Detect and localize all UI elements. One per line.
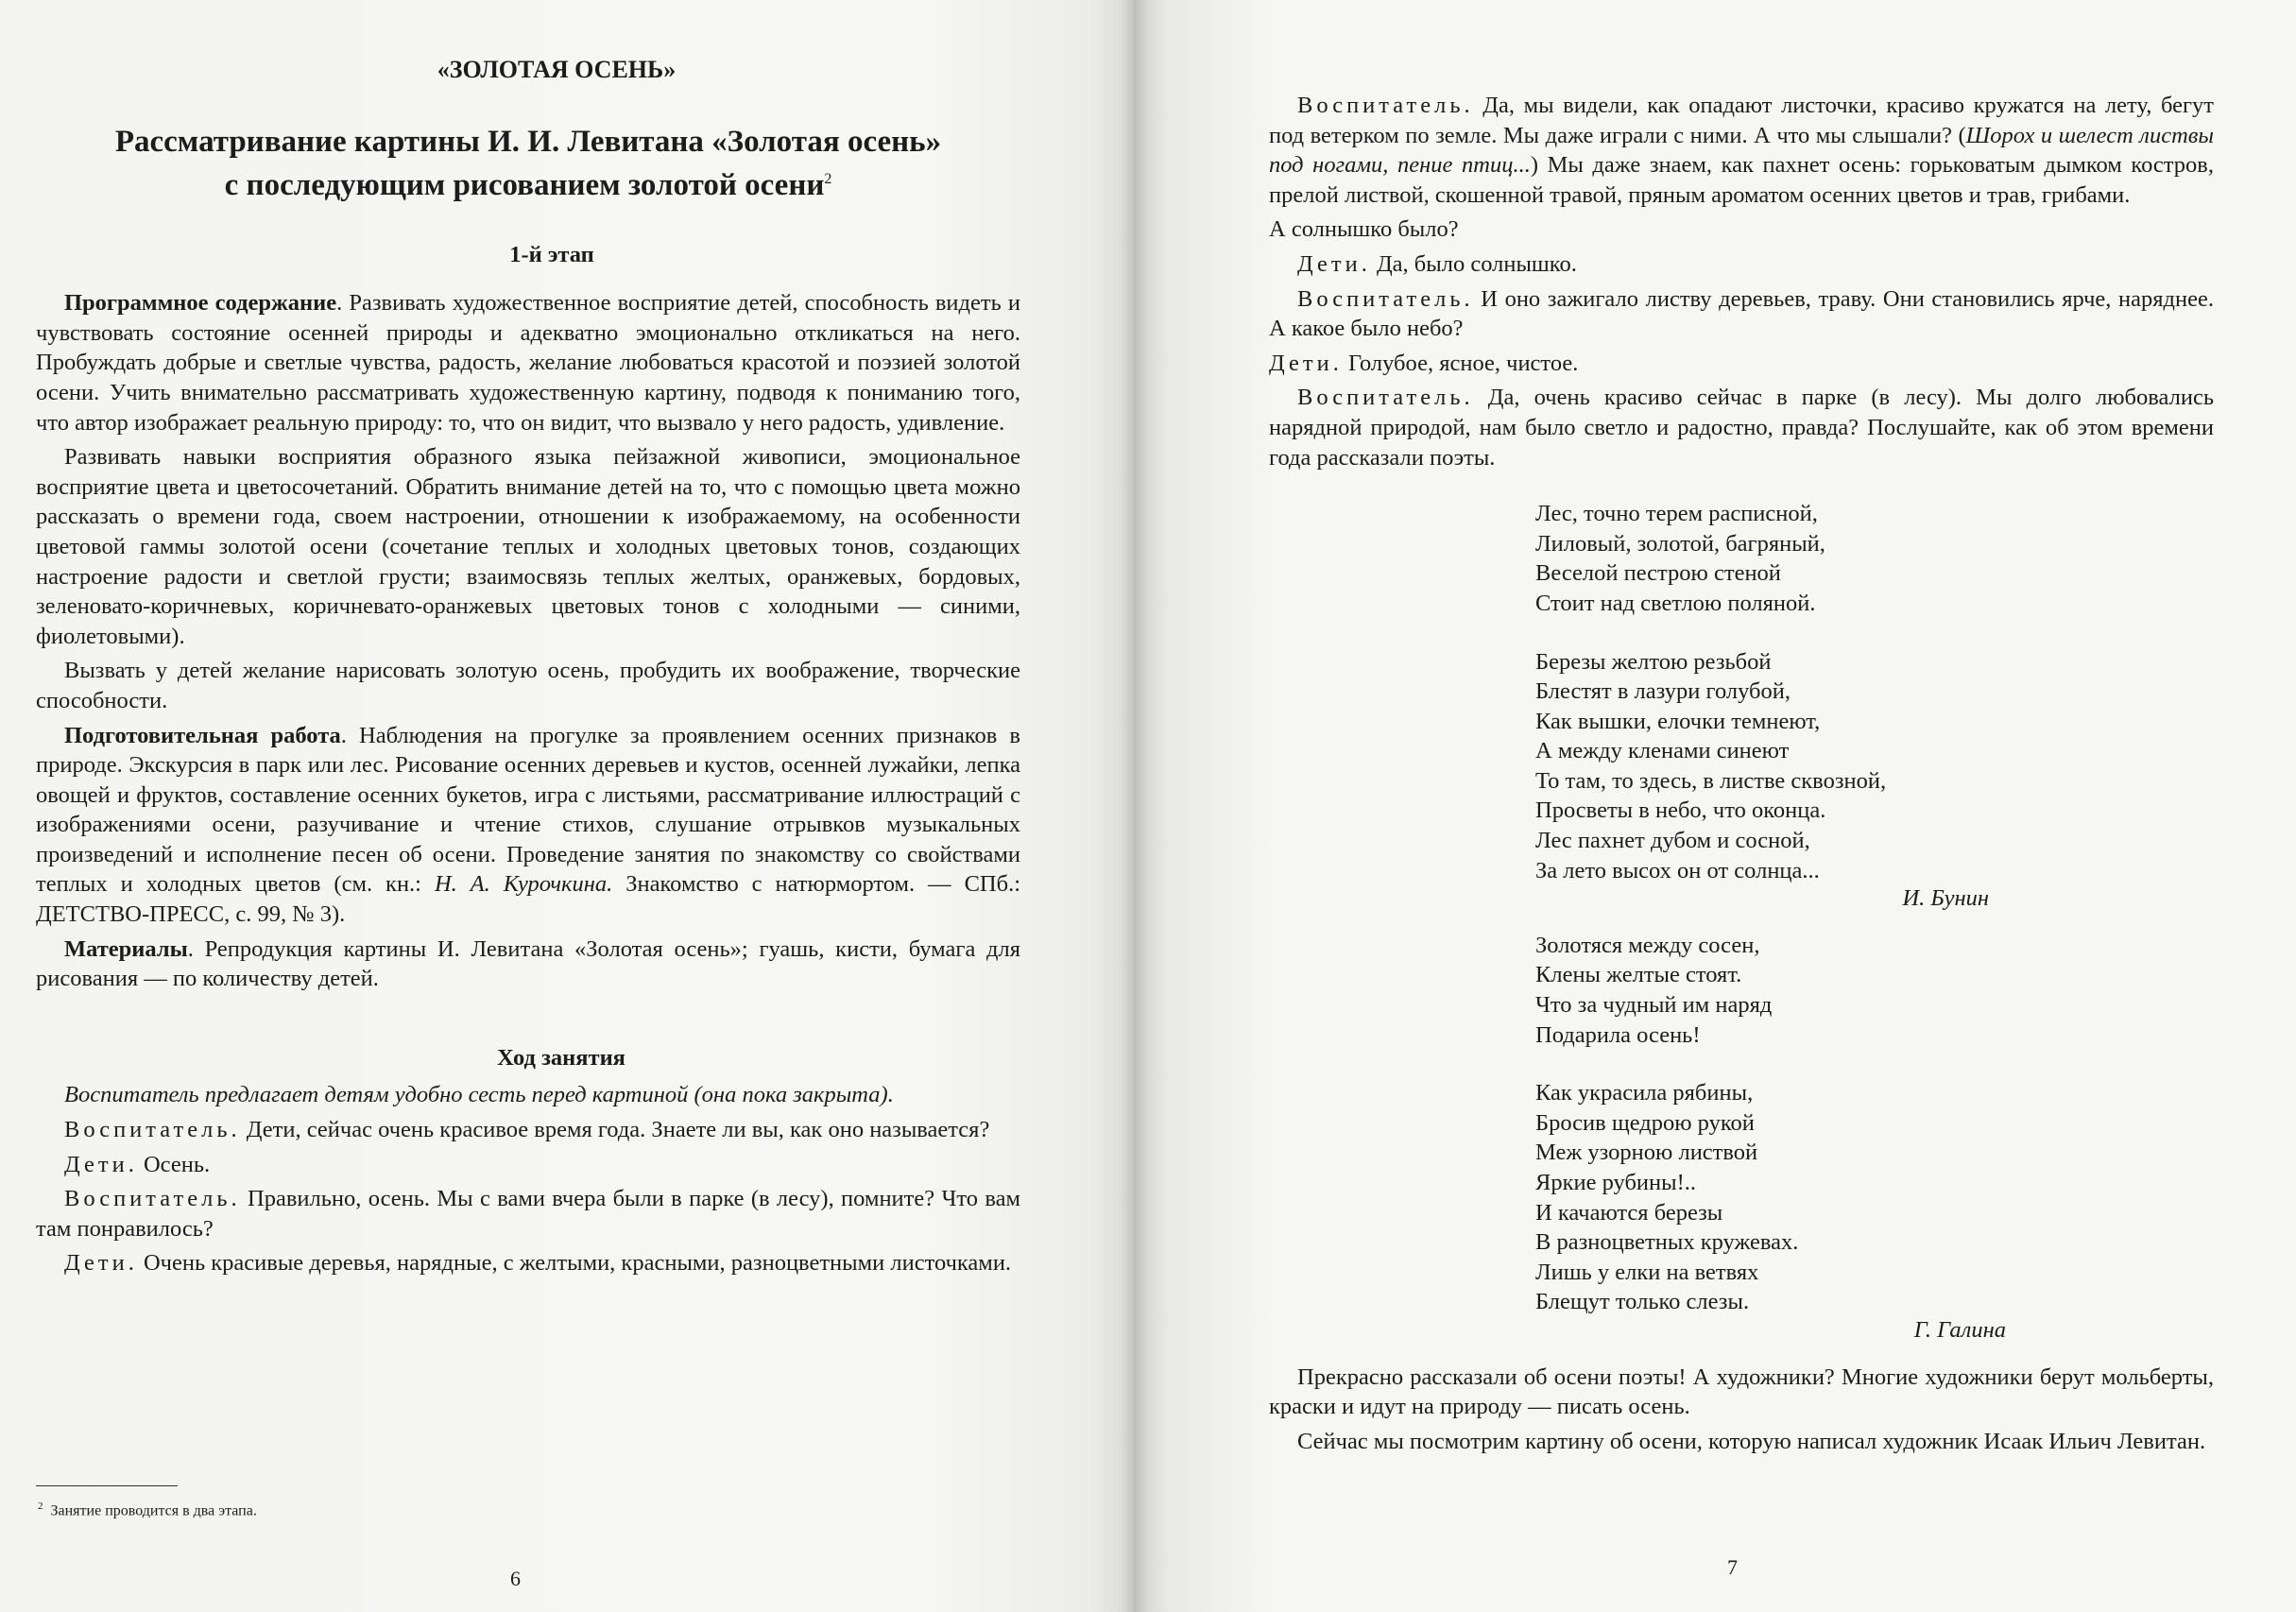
speaker-teacher: Воспитатель. bbox=[64, 1186, 241, 1212]
poem-line: То там, то здесь, в листве сквозной, bbox=[1535, 767, 1887, 794]
dialogue-line-9 bbox=[1269, 349, 2214, 379]
preparation-paragraph bbox=[36, 721, 1020, 930]
poem-line: Веселой пестрою стеной bbox=[1535, 560, 1781, 587]
preparation-text: . Наблюдения на прогулке за проявлением осенних признаков в природе. Экскурсия в парк или лес. Рисование осенних деревьев и кустов, осенней лужайки, лепка овощей и фруктов, составление осенних букетов, игра с листьями, рассматривание иллюстраций с изображениями осени, разучивание и чтение стихов, слушание отрывков музыкальных произведений и исполнение песен об осени. Проведение занятия по знакомству со свойствами теплых и холодных цветов (см. кн.: bbox=[36, 722, 1020, 898]
program-content-paragraph bbox=[36, 288, 1020, 437]
desire-paragraph: Вызвать у детей желание нарисовать золотую осень, пробудить их воображение, творческие способности. bbox=[36, 658, 1020, 713]
dialogue-text: Очень красивые деревья, нарядные, с желтыми, красными, разноцветными листочками. bbox=[137, 1250, 1012, 1277]
dialogue-text: Осень. bbox=[137, 1151, 211, 1177]
poem-line: И качаются березы bbox=[1535, 1199, 1723, 1226]
poem-line: Что за чудный им наряд bbox=[1535, 992, 1773, 1019]
poem-line: Клены желтые стоят. bbox=[1535, 962, 1742, 988]
skills-paragraph: Развивать навыки восприятия образного языка пейзажной живописи, эмоциональное восприятие цвета и цветосочетаний. Обратить внимание детей на то, что с помощью цвета можно рассказать о времени года, своем настроении, отношении к изображаемому, на особенности цветовой гаммы золотой осени (сочетание теплых и холодных цветовых тонов, создающих настроение радости и светлой грусти; взаимосвязь теплых желтых, оранжевых, бордовых, зеленовато-коричневых, коричневато-оранжевых цветовых тонов с холодными — синими, фиолетовыми). bbox=[36, 444, 1020, 649]
poem-line: Лес пахнет дубом и сосной, bbox=[1535, 828, 1810, 854]
poem-line: Стоит над светлою поляной. bbox=[1535, 590, 1816, 616]
speaker-teacher: Воспитатель. bbox=[1297, 93, 1474, 118]
left-page bbox=[0, 0, 1134, 1612]
poem-line: За лето высох он от солнца... bbox=[1535, 857, 1820, 883]
dialogue-line-5 bbox=[1269, 91, 2214, 210]
poem-stanza bbox=[1535, 647, 2214, 886]
materials-text: . Репродукция картины И. Левитана «Золотая осень»; гуашь, кисти, бумага для рисования — по количеству детей. bbox=[36, 935, 1020, 992]
dialogue-line-10 bbox=[1269, 383, 2214, 472]
poem-line: Лиловый, золотой, багряный, bbox=[1535, 530, 1825, 557]
poem-line: Просветы в небо, что оконца. bbox=[1535, 797, 1826, 824]
poem-author-bunin: И. Бунин bbox=[1902, 885, 1989, 912]
poem-stanza bbox=[1535, 931, 2214, 1050]
page-number-left: 6 bbox=[510, 1567, 521, 1590]
speaker-teacher: Воспитатель. bbox=[64, 1117, 241, 1143]
lesson-course-heading: Ход занятия bbox=[497, 1044, 625, 1071]
speaker-children: Дети. bbox=[1297, 250, 1371, 277]
speaker-children: Дети. bbox=[64, 1151, 138, 1177]
lesson-title bbox=[36, 123, 1020, 204]
poem-stanza bbox=[1535, 1078, 2214, 1317]
book-gutter bbox=[1121, 0, 1147, 1612]
poem-line: Золотяся между сосен, bbox=[1535, 932, 1760, 958]
dialogue-text: И оно зажигало листву деревьев, траву. Они становились ярче, наряднее. А какое было небо? bbox=[1269, 285, 2214, 342]
poem-line: Бросив щедрою рукой bbox=[1535, 1109, 1755, 1136]
dialogue-line-1 bbox=[36, 1115, 1020, 1145]
poem-line: Как украсила рябины, bbox=[1535, 1080, 1754, 1106]
poem-line: В разноцветных кружевах. bbox=[1535, 1229, 1799, 1256]
lesson-title-line2: с последующим рисованием золотой осени bbox=[224, 167, 825, 202]
poem-line: Березы желтою резьбой bbox=[1535, 648, 1772, 675]
program-content-label: Программное содержание bbox=[64, 290, 337, 317]
poem-line: Блестят в лазури голубой, bbox=[1535, 678, 1791, 705]
teacher-instruction: Воспитатель предлагает детям удобно сесть перед картиной (она пока закрыта). bbox=[64, 1082, 894, 1108]
dialogue-line-3 bbox=[36, 1184, 1020, 1243]
dialogue-italic: Шорох и шелест листвы под ногами, пение птиц... bbox=[1269, 122, 2215, 179]
dialogue-tail: ) Мы даже знаем, как пахнет осень: горьковатым дымком костров, прелой листвой, скошенной травой, пряным ароматом осенних цветов и трав, грибами. bbox=[1269, 152, 2215, 208]
left-page-text bbox=[36, 55, 1020, 1283]
program-content-text: . Развивать художественное восприятие детей, способность видеть и чувствовать состояние осенней природы и адекватно эмоционально откликаться на него. Пробуждать добрые и светлые чувства, радость, желание любоваться красотой и поэзией золотой осени. Учить внимательно рассматривать художественную картину, подводя к пониманию того, что автор изображает реальную природу: то, что он видит, что вызвало у него радость, удивление. bbox=[36, 290, 1021, 436]
poem-line: Как вышки, елочки темнеют, bbox=[1535, 708, 1821, 734]
footnote bbox=[38, 1497, 257, 1520]
poem-stanza bbox=[1535, 499, 2214, 618]
dialogue-text: Да, очень красиво сейчас в парке (в лесу). Мы долго любовались нарядной природой, нам было светло и радостно, правда? Послушайте, как об этом времени года рассказали поэты. bbox=[1269, 385, 2214, 471]
preparation-tail: Знакомство с натюрмортом. — СПб.: ДЕТСТВО-ПРЕСС, с. 99, № 3). bbox=[36, 871, 1020, 928]
poem-line: Подарила осень! bbox=[1535, 1021, 1701, 1048]
poem-author-galina: Г. Галина bbox=[1913, 1316, 2006, 1343]
poem-line: Лес, точно терем расписной, bbox=[1535, 501, 1818, 527]
speaker-teacher: Воспитатель. bbox=[1297, 385, 1474, 411]
dialogue-line-4 bbox=[36, 1248, 1020, 1278]
poem-line: Лишь у елки на ветвях bbox=[1535, 1259, 1759, 1285]
materials-paragraph bbox=[36, 935, 1020, 994]
dialogue-text: Дети, сейчас очень красивое время года. Знаете ли вы, как оно называется? bbox=[240, 1117, 990, 1143]
right-page bbox=[1134, 0, 2296, 1612]
preparation-label: Подготовительная работа bbox=[64, 722, 341, 748]
speaker-teacher: Воспитатель. bbox=[1297, 285, 1474, 312]
preparation-author: Н. А. Курочкина. bbox=[434, 871, 613, 898]
poem-bunin bbox=[1535, 499, 2214, 885]
dialogue-text: Да, было солнышко. bbox=[1370, 250, 1577, 277]
materials-label: Материалы bbox=[64, 935, 188, 962]
footnote-mark: 2 bbox=[38, 1501, 43, 1512]
poem-line: Блещут только слезы. bbox=[1535, 1289, 1750, 1315]
dialogue-text: Голубое, ясное, чистое. bbox=[1342, 350, 1579, 376]
title-footnote-mark: 2 bbox=[824, 170, 832, 187]
right-page-text bbox=[1269, 91, 2214, 1461]
levitan-paragraph: Сейчас мы посмотрим картину об осени, которую написал художник Исаак Ильич Левитан. bbox=[1297, 1428, 2206, 1454]
stage-heading: 1-й этап bbox=[509, 241, 594, 267]
poem-line: Яркие рубины!.. bbox=[1535, 1170, 1697, 1195]
dialogue-text: Правильно, осень. Мы с вами вчера были в парке (в лесу), помните? Что вам там понравилось? bbox=[36, 1186, 1020, 1242]
speaker-children: Дети. bbox=[1269, 350, 1343, 376]
dialogue-line-7 bbox=[1269, 249, 2214, 280]
dialogue-line-2 bbox=[36, 1150, 1020, 1180]
poem-line: А между кленами синеют bbox=[1535, 738, 1790, 764]
dialogue-line-6: А солнышко было? bbox=[1269, 216, 1459, 243]
page-number-right: 7 bbox=[1727, 1555, 1738, 1579]
poem-galina bbox=[1535, 931, 2214, 1317]
footnote-divider bbox=[36, 1485, 178, 1486]
poem-line: Меж узорною листвой bbox=[1535, 1140, 1758, 1166]
dialogue-text: Да, мы видели, как опадают листочки, красиво кружатся на лету, бегут под ветерком по земле. Мы даже играли с ними. А что мы слышали? ( bbox=[1269, 93, 2214, 148]
section-title: «ЗОЛОТАЯ ОСЕНЬ» bbox=[437, 56, 677, 83]
artists-paragraph: Прекрасно рассказали об осени поэты! А художники? Многие художники берут мольберты, краски и идут на природу — писать осень. bbox=[1269, 1363, 2214, 1420]
speaker-children: Дети. bbox=[64, 1250, 138, 1277]
lesson-title-line1: Рассматривание картины И. И. Левитана «Золотая осень» bbox=[114, 124, 942, 159]
footnote-text: Занятие проводится в два этапа. bbox=[50, 1502, 257, 1519]
dialogue-line-8 bbox=[1269, 284, 2214, 344]
